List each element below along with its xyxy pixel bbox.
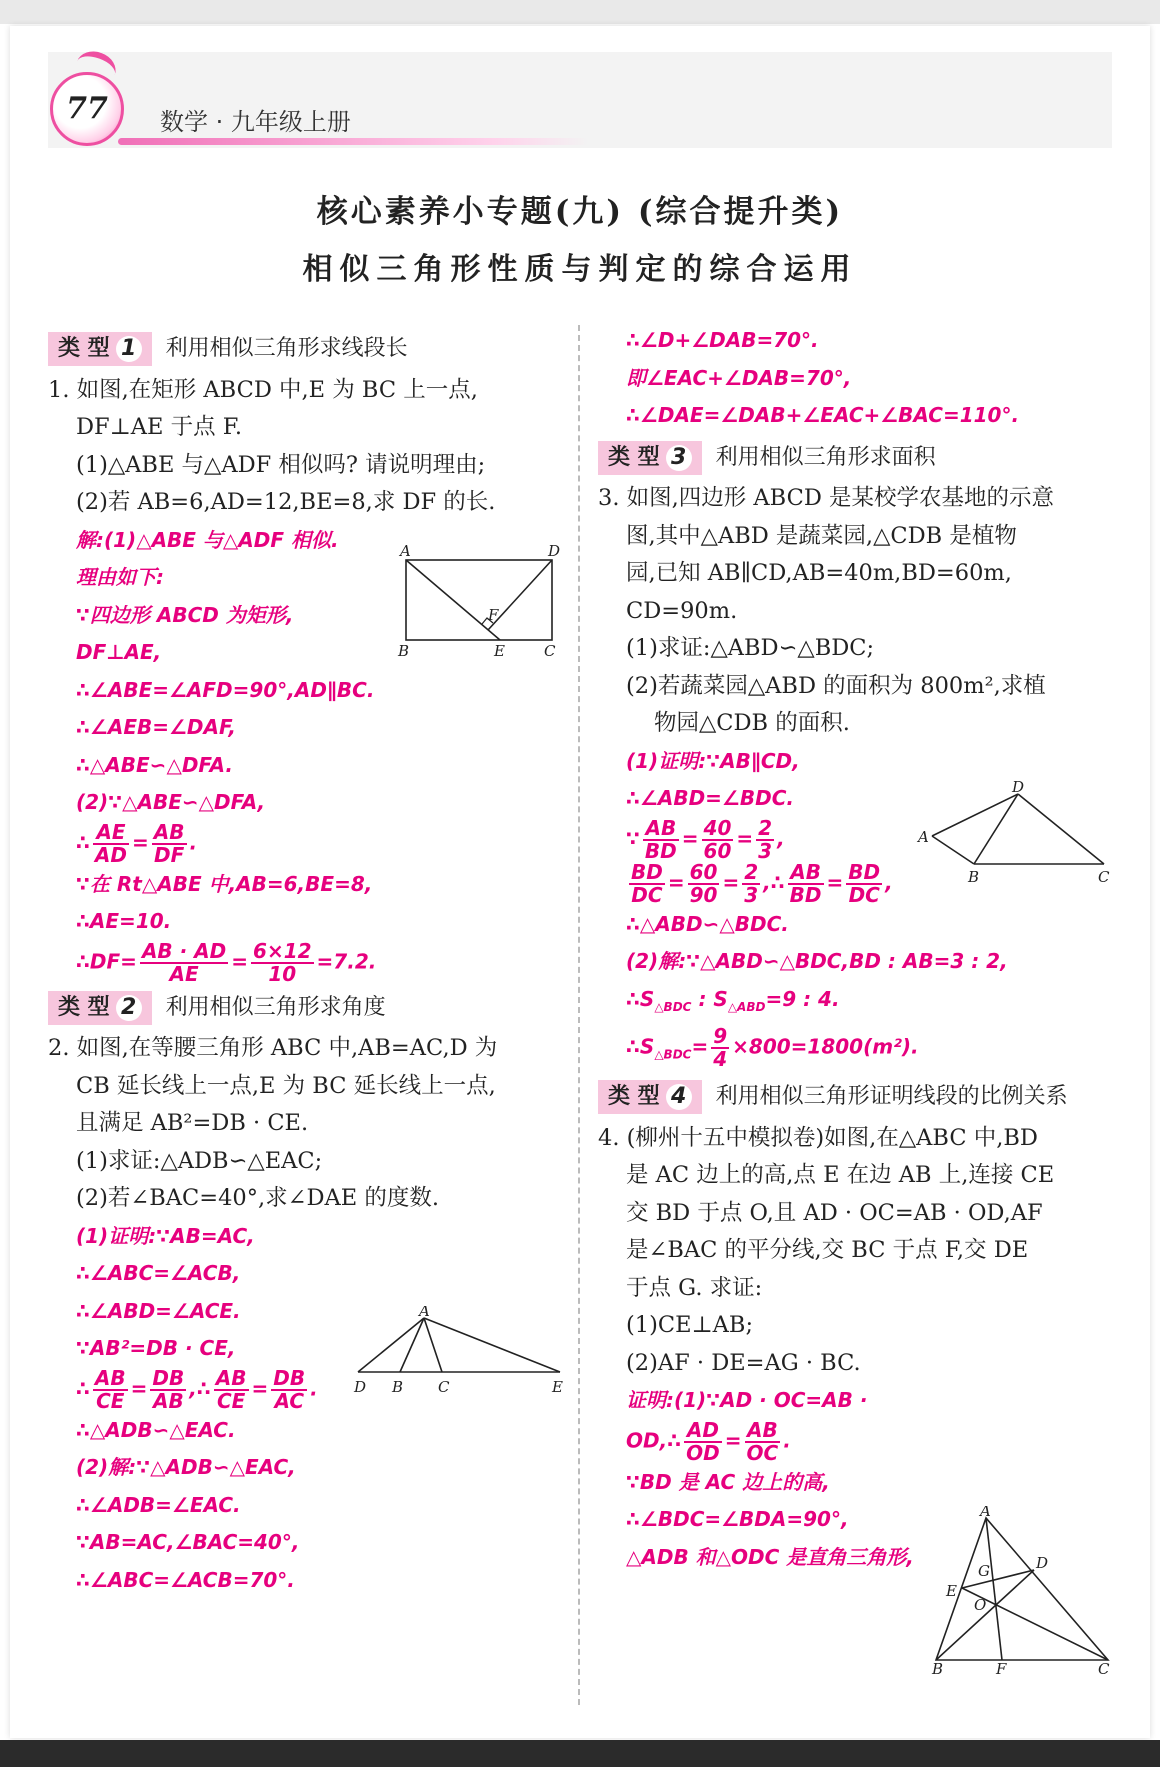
label-e: E [946, 1582, 957, 1600]
segment-ac [424, 1318, 442, 1372]
denominator: CE [216, 1388, 246, 1413]
fraction [140, 938, 228, 986]
type-1-heading [48, 330, 568, 368]
denominator: BD [644, 838, 677, 863]
text: OD,∴ [626, 1428, 682, 1452]
subscript: △ABD [727, 999, 766, 1014]
fraction [214, 1365, 249, 1413]
q4-solution-line: 证明:(1)∵AD · OC=AB · [626, 1388, 868, 1412]
q1-solution-fraction-line [48, 938, 568, 986]
denominator: AE [169, 961, 199, 986]
text: = [691, 1034, 709, 1059]
numerator: BD [848, 859, 881, 884]
label-a: A [400, 542, 411, 560]
text: = [722, 870, 740, 894]
q2-line: (2)若∠BAC=40°,求∠DAE 的度数. [76, 1185, 439, 1211]
q4-line: (2)AF · DE=AG · BC. [626, 1349, 861, 1376]
q3-line: 物园△CDB 的面积. [654, 710, 850, 736]
q2-solution-line: ∵AB=AC,∠BAC=40°, [76, 1530, 300, 1554]
denominator: 4 [713, 1047, 728, 1071]
fraction [152, 819, 187, 867]
subscript: △BDC [654, 999, 692, 1014]
fraction [251, 938, 314, 986]
denominator: 60 [703, 838, 732, 863]
text: ∴S [626, 1034, 655, 1059]
numerator: DB [152, 1365, 185, 1390]
text: = [667, 870, 685, 894]
q4-line: 4. (柳州十五中模拟卷)如图,在△ABC 中,BD [598, 1124, 1038, 1151]
q2-solution-line: ∵AB²=DB · CE, [76, 1336, 236, 1360]
label-d: D [1012, 780, 1025, 796]
q4-solution-line: △ADB 和△ODC 是直角三角形, [626, 1544, 914, 1569]
q1-solution-line: (2)∵△ABE∽△DFA, [76, 790, 266, 814]
numerator: AB [94, 1365, 126, 1390]
q1-solution-line: ∵在 Rt△ABE 中,AB=6,BE=8, [76, 871, 373, 896]
q3-solution-line: (1)证明:∵AB∥CD, [626, 748, 800, 773]
q1-line: (1)△ABE 与△ADF 相似吗? 请说明理由; [76, 451, 486, 478]
q1-line: DF⊥AE 于点 F. [76, 414, 243, 440]
text: = [251, 1376, 269, 1400]
label-g: G [978, 1562, 990, 1580]
q1-solution-line: ∴△ABE∽△DFA. [76, 752, 233, 777]
label-f: F [488, 606, 499, 624]
segment-ab [932, 836, 974, 864]
denominator: AD [94, 842, 128, 867]
q1-solution-line: ∴∠ABE=∠AFD=90°,AD∥BC. [76, 677, 375, 702]
type-1-tag-text: 类 型 [58, 336, 110, 361]
fraction [711, 1026, 729, 1070]
q3-figure [912, 780, 1112, 886]
type-4-number: 4 [666, 1084, 692, 1110]
text: = [130, 1376, 148, 1400]
q2-solution-line: ∴△ADB∽△EAC. [76, 1417, 236, 1442]
type-2-tag [48, 991, 152, 1025]
type-3-number: 3 [666, 445, 692, 471]
q1-line: (2)若 AB=6,AD=12,BE=8,求 DF 的长. [76, 489, 496, 515]
top-bar [0, 0, 1160, 24]
label-c: C [1098, 868, 1110, 886]
q2-solution-line: 即∠EAC+∠DAB=70°, [626, 365, 852, 390]
subscript: △BDC [654, 1047, 692, 1062]
fraction [702, 815, 734, 863]
denominator: 10 [268, 961, 297, 986]
fraction [742, 859, 760, 907]
type-2-number: 2 [116, 995, 142, 1021]
text: = [681, 826, 699, 850]
q4-figure [930, 1506, 1115, 1676]
subject-title: 数学 · 九年级上册 [160, 108, 351, 136]
text: = [826, 870, 844, 894]
q2-line: (1)求证:△ADB∽△EAC; [76, 1147, 323, 1174]
text: = [231, 949, 249, 973]
numerator: 6×12 [253, 938, 312, 963]
type-3-tag [598, 441, 702, 475]
fraction [788, 859, 824, 907]
denominator: AB [152, 1388, 184, 1413]
type-2-heading [48, 989, 568, 1027]
fraction [93, 1365, 128, 1413]
q3-solution-line: (2)解:∵△ABD∽△BDC,BD : AB=3 : 2, [626, 949, 1008, 973]
numerator: 60 [689, 859, 718, 884]
numerator: AE [93, 822, 129, 845]
type-1-tag [48, 332, 152, 366]
q4-solution-line: ∴∠BDC=∠BDA=90°, [626, 1507, 849, 1531]
q3-line: 图,其中△ABD 是蔬菜园,△CDB 是植物 [626, 522, 1017, 549]
q1-figure [392, 540, 572, 660]
text: . [783, 1428, 791, 1452]
right-column [598, 322, 1118, 1576]
numerator: 9 [713, 1024, 728, 1048]
text: ,∴ [763, 870, 785, 894]
numerator: 2 [744, 859, 759, 884]
numerator: AD [684, 1420, 722, 1443]
denominator: DC [631, 882, 663, 907]
numerator: DB [273, 1365, 306, 1390]
q1-solution-line: 解:(1)△ABE 与△ADF 相似. [76, 527, 339, 552]
q3-line: 3. 如图,四边形 ABCD 是某校学农基地的示意 [598, 485, 1055, 511]
q2-line: 2. 如图,在等腰三角形 ABC 中,AB=AC,D 为 [48, 1035, 498, 1061]
numerator: BD [631, 859, 663, 884]
fraction [271, 1365, 307, 1413]
fraction [745, 1417, 781, 1465]
q1-solution-line: ∴∠AEB=∠DAF, [76, 715, 236, 739]
q3-solution-line: ∴∠ABD=∠BDC. [626, 786, 794, 810]
text: : S [691, 986, 728, 1011]
label-c: C [438, 1378, 450, 1396]
text: ∴ [76, 830, 90, 854]
denominator: BD [789, 882, 822, 907]
fraction [629, 859, 665, 907]
type-3-tag-text: 类 型 [608, 444, 660, 470]
segment-ad [358, 1318, 424, 1372]
label-d: D [1036, 1554, 1049, 1572]
label-d: D [354, 1378, 367, 1396]
denominator: OC [746, 1440, 779, 1465]
q1-solution-line: 理由如下: [76, 565, 164, 589]
denominator: DC [848, 882, 880, 907]
denominator: DF [154, 842, 185, 867]
q2-line: 且满足 AB²=DB · CE. [76, 1110, 309, 1136]
q2-solution-line: ∴∠ABC=∠ACB, [76, 1261, 241, 1285]
q4-solution-line: ∵BD 是 AC 边上的高, [626, 1469, 830, 1494]
type-2-tag-text: 类 型 [58, 994, 110, 1020]
numerator: 2 [758, 815, 773, 840]
q2-solution-line: ∴∠DAE=∠DAB+∠EAC+∠BAC=110°. [626, 403, 1020, 427]
label-e: E [552, 1378, 563, 1396]
numerator: AB [745, 1420, 781, 1443]
text: . [310, 1376, 318, 1400]
text: = [724, 1428, 742, 1452]
text: ∵ [626, 826, 640, 850]
q2-solution-line: ∴∠ABD=∠ACE. [76, 1298, 241, 1323]
q2-solution-line: (2)解:∵△ADB∽△EAC, [76, 1455, 296, 1479]
numerator: AB · AD [141, 938, 227, 963]
numerator: AB [153, 819, 185, 844]
text: ∴ [76, 1376, 90, 1400]
page-subtitle: 相似三角形性质与判定的综合运用 [302, 252, 858, 287]
numerator: AB [643, 818, 679, 841]
q1-solution-line: ∵四边形 ABCD 为矩形, [76, 602, 294, 627]
fraction [756, 815, 774, 863]
text: = [132, 830, 149, 854]
bottom-bar [0, 1740, 1160, 1767]
q2-line: CB 延长线上一点,E 为 BC 延长线上一点, [76, 1072, 496, 1099]
denominator: 3 [758, 838, 773, 863]
label-o: O [974, 1596, 987, 1614]
label-c: C [544, 642, 556, 660]
denominator: CE [96, 1388, 125, 1413]
rectangle-abcd [406, 560, 552, 640]
text: ,∴ [189, 1376, 211, 1400]
text: ∴DF= [76, 949, 137, 973]
page-number: 77 [50, 72, 124, 146]
fraction [93, 819, 129, 867]
fraction [150, 1365, 186, 1413]
q2-figure [352, 1306, 572, 1398]
q2-solution-line: ∴∠D+∠DAB=70°. [626, 328, 819, 352]
label-b: B [398, 642, 410, 660]
q1-solution-fraction-line [48, 819, 568, 867]
q2-solution-line: ∴∠ABC=∠ACB=70°. [76, 1567, 295, 1592]
q4-solution-fraction-line [598, 1417, 1118, 1465]
segment-ae [424, 1318, 560, 1372]
denominator: 90 [689, 882, 718, 907]
text: =9 : 4. [765, 986, 840, 1011]
text: ×800=1800(m²). [732, 1034, 919, 1059]
q4-line: 交 BD 于点 O,且 AD · OC=AB · OD,AF [626, 1199, 1043, 1226]
q3-line: 园,已知 AB∥CD,AB=40m,BD=60m, [626, 560, 1012, 586]
type-1-number: 1 [116, 336, 142, 362]
text: , [777, 826, 785, 850]
q1-line: 1. 如图,在矩形 ABCD 中,E 为 BC 上一点, [48, 376, 478, 403]
segment-af [986, 1518, 1002, 1660]
q2-solution-line: (1)证明:∵AB=AC, [76, 1223, 255, 1248]
q3-solution-area-line [598, 981, 1118, 1027]
header-underline [118, 138, 588, 145]
label-d: D [548, 542, 561, 560]
label-a: A [419, 1306, 430, 1320]
segment-dc [1018, 794, 1104, 864]
label-a: A [918, 828, 929, 846]
q1-solution-line: DF⊥AE, [76, 640, 162, 664]
fraction [846, 859, 882, 907]
triangle-abc [936, 1518, 1108, 1660]
label-b: B [392, 1378, 404, 1396]
text: = [736, 826, 754, 850]
q4-line: 是∠BAC 的平分线,交 BC 于点 F,交 DE [626, 1237, 1029, 1263]
q4-line: (1)CE⊥AB; [626, 1312, 754, 1338]
denominator: 3 [744, 882, 759, 907]
denominator: OD [686, 1440, 720, 1465]
type-1-title: 利用相似三角形求线段长 [165, 336, 408, 361]
left-column [48, 330, 568, 1599]
type-4-tag [598, 1080, 702, 1114]
q3-solution-area-line [598, 1026, 1118, 1074]
q4-line: 于点 G. 求证: [626, 1274, 763, 1301]
q3-line: CD=90m. [626, 597, 738, 624]
label-b: B [932, 1660, 944, 1676]
q4-line: 是 AC 边上的高,点 E 在边 AB 上,连接 CE [626, 1162, 1055, 1188]
type-2-title: 利用相似三角形求角度 [165, 994, 386, 1020]
type-3-heading [598, 439, 1118, 477]
text: . [189, 830, 198, 854]
q3-line: (1)求证:△ABD∽△BDC; [626, 635, 875, 661]
type-4-title: 利用相似三角形证明线段的比例关系 [715, 1084, 1068, 1109]
q1-solution-line: ∴AE=10. [76, 909, 172, 933]
column-divider [578, 325, 580, 1705]
denominator: AC [274, 1388, 304, 1413]
segment-ab [400, 1318, 424, 1372]
type-3-title: 利用相似三角形求面积 [715, 444, 936, 470]
numerator: AB [788, 862, 824, 885]
numerator: 40 [703, 815, 732, 840]
fraction [688, 859, 720, 907]
type-4-tag-text: 类 型 [608, 1084, 660, 1109]
q3-line: (2)若蔬菜园△ABD 的面积为 800m²,求植 [626, 672, 1046, 699]
text: , [885, 870, 893, 894]
label-c: C [1098, 1660, 1110, 1676]
page-title: 核心素养小专题(九) (综合提升类) [316, 194, 844, 230]
text: ∴S [626, 986, 655, 1011]
segment-ae [406, 560, 500, 640]
fraction [643, 815, 679, 863]
label-b: B [968, 868, 980, 886]
numerator: AB [215, 1365, 247, 1390]
fraction [684, 1417, 722, 1465]
q3-solution-line: ∴△ABD∽△BDC. [626, 911, 789, 936]
q2-solution-line: ∴∠ADB=∠EAC. [76, 1492, 241, 1517]
type-4-heading [598, 1078, 1118, 1116]
text: =7.2. [316, 949, 377, 973]
label-e: E [494, 642, 505, 660]
label-f: F [996, 1660, 1007, 1676]
label-a: A [980, 1506, 991, 1520]
